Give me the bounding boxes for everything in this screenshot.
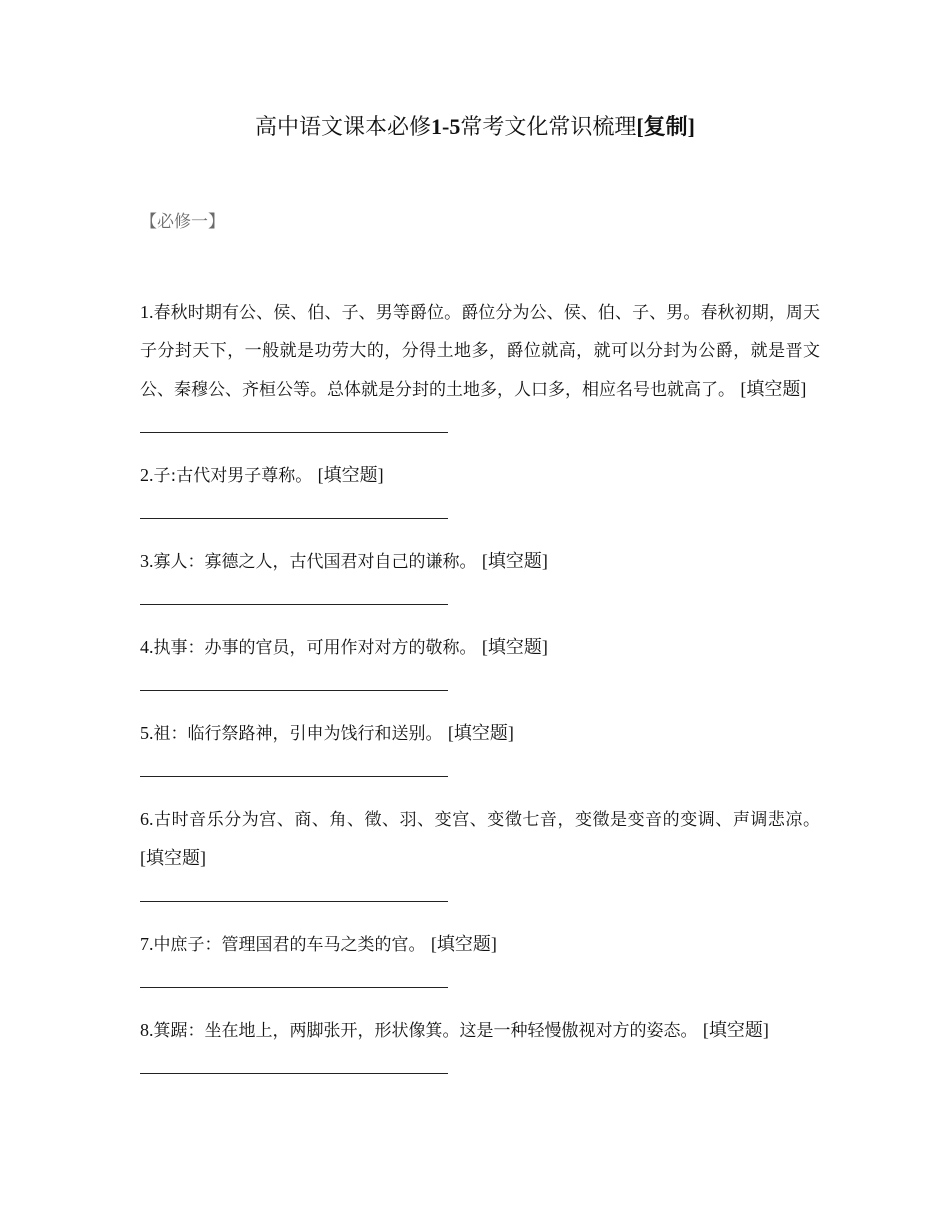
question-item [140, 293, 820, 433]
title-rest: 常考文化常识梳理 [460, 115, 637, 140]
question-body: 子:古代对男子尊称。 [153, 466, 313, 486]
question-body: 执事：办事的官员，可用作对对方的敬称。 [153, 638, 477, 658]
question-item [140, 800, 820, 902]
question-item [140, 925, 820, 988]
question-text [140, 628, 820, 667]
question-number: 6. [140, 809, 154, 829]
section-heading: 【必修一】 [140, 212, 225, 232]
answer-blank[interactable] [140, 690, 448, 691]
question-item [140, 542, 820, 605]
answer-blank[interactable] [140, 604, 448, 605]
question-body: 寡人：寡德之人，古代国君对自己的谦称。 [153, 552, 477, 572]
question-type: [填空题] [140, 848, 206, 868]
question-body: 中庶子：管理国君的车马之类的官。 [153, 935, 426, 955]
question-item [140, 1011, 820, 1074]
question-number: 7. [140, 934, 154, 954]
question-type: [填空题] [740, 379, 807, 399]
question-item [140, 456, 820, 519]
answer-blank[interactable] [140, 1073, 448, 1074]
question-item [140, 714, 820, 777]
question-type: [填空题] [481, 637, 548, 657]
answer-blank[interactable] [140, 901, 448, 902]
question-text [140, 714, 820, 753]
question-body: 祖：临行祭路神，引申为饯行和送别。 [153, 724, 443, 744]
question-type: [填空题] [481, 551, 548, 571]
question-body: 箕踞：坐在地上，两脚张开，形状像箕。这是一种轻慢傲视对方的姿态。 [153, 1021, 698, 1041]
question-text [140, 800, 820, 878]
question-item [140, 628, 820, 691]
question-text [140, 925, 820, 964]
question-number: 4. [140, 637, 154, 657]
question-number: 2. [140, 465, 154, 485]
answer-blank[interactable] [140, 518, 448, 519]
title-range: 1-5 [431, 114, 461, 139]
question-type: [填空题] [447, 723, 514, 743]
question-body: 春秋时期有公、侯、伯、子、男等爵位。爵位分为公、侯、伯、子、男。春秋初期，周天子分封天下，一般就是功劳大的，分得土地多，爵位就高，就可以分封为公爵，就是晋文公、秦穆公、齐桓公等。总体就是分封的土地多，人口多，相应名号也就高了。 [140, 303, 820, 400]
question-text [140, 542, 820, 581]
answer-blank[interactable] [140, 432, 448, 433]
page-title [0, 110, 950, 141]
question-body: 古时音乐分为宫、商、角、徵、羽、变宫、变徵七音，变徵是变音的变调、声调悲凉。 [153, 810, 820, 830]
question-number: 5. [140, 723, 154, 743]
answer-blank[interactable] [140, 776, 448, 777]
answer-blank[interactable] [140, 987, 448, 988]
question-type: [填空题] [702, 1020, 769, 1040]
question-number: 1. [140, 302, 154, 322]
question-number: 8. [140, 1020, 154, 1040]
title-main: 高中语文课本必修 [254, 115, 431, 140]
question-text [140, 1011, 820, 1050]
question-list [140, 293, 820, 1097]
question-text [140, 293, 820, 409]
question-type: [填空题] [430, 934, 497, 954]
question-number: 3. [140, 551, 154, 571]
question-text [140, 456, 820, 495]
question-type: [填空题] [317, 465, 384, 485]
title-copy-tag: [复制] [636, 114, 695, 139]
